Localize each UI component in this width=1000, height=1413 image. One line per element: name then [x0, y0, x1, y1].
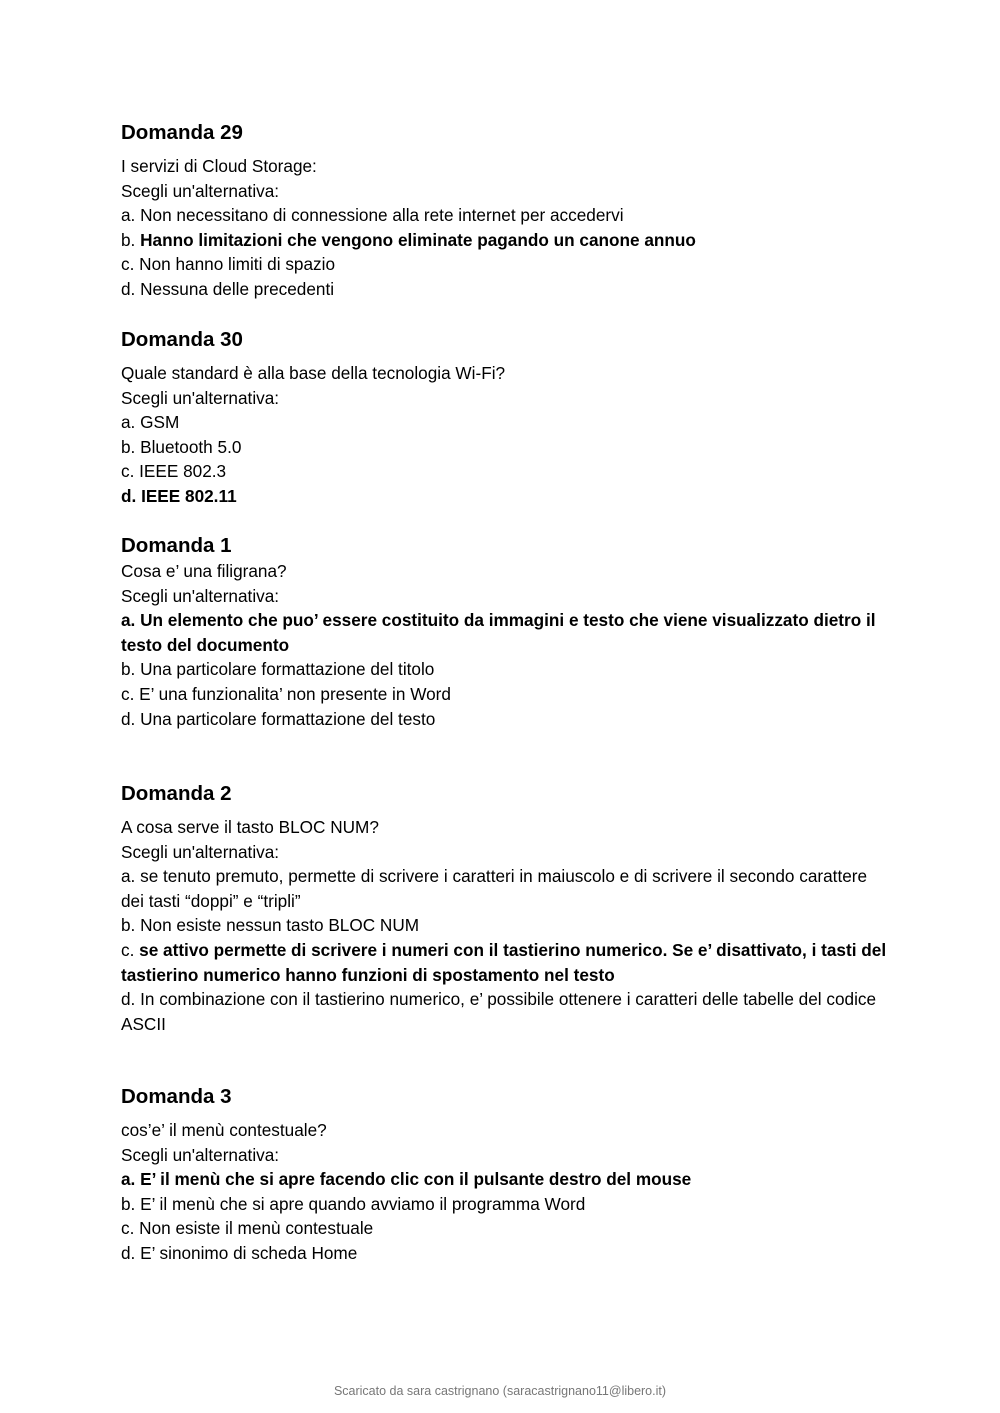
option-a: a. se tenuto premuto, permette di scrivere i caratteri in maiuscolo e di scrivere il secondo carattere dei tasti “doppi” e “tripli” [121, 866, 868, 911]
option-d: d. Una particolare formattazione del testo [121, 708, 436, 729]
question-prompt: Scegli un'alternativa: [121, 180, 280, 201]
option-c: c. IEEE 802.3 [121, 461, 227, 482]
question-text: Quale standard è alla base della tecnologia Wi-Fi? [121, 363, 506, 383]
question-prompt: Scegli un'alternativa: [121, 585, 280, 606]
correct-answer: IEEE 802.11 [141, 485, 237, 506]
question-text: A cosa serve il tasto BLOC NUM? [121, 817, 379, 837]
option-c: c. Non esiste il menù contestuale [121, 1218, 374, 1239]
option-d: d. Nessuna delle precedenti [121, 278, 335, 299]
question-29 [121, 120, 891, 302]
question-3 [121, 1084, 891, 1266]
question-prompt: Scegli un'alternativa: [121, 387, 280, 408]
question-title: Domanda 3 [121, 1085, 232, 1108]
option-d: d. IEEE 802.11 [121, 485, 237, 506]
option-b: b. Una particolare formattazione del titolo [121, 659, 435, 680]
question-2 [121, 781, 891, 1036]
question-30 [121, 327, 891, 509]
correct-answer: se attivo permette di scrivere i numeri con il tastierino numerico. Se e’ disattivato, i tasti del tastierino numerico hanno funzioni di spostamento nel testo [121, 939, 887, 985]
question-text: Cosa e’ una filigrana? [121, 561, 287, 581]
option-c: c. se attivo permette di scrivere i numeri con il tastierino numerico. Se e’ disattivato, i tasti del tastierino numerico hanno funzioni di spostamento nel testo [121, 939, 887, 985]
question-title: Domanda 29 [121, 121, 243, 144]
option-c: c. E’ una funzionalita’ non presente in Word [121, 683, 451, 704]
correct-answer: Un elemento che puo’ essere costituito da immagini e testo che viene visualizzato dietro il testo del documento [121, 610, 876, 655]
option-b: b. E’ il menù che si apre quando avviamo il programma Word [121, 1193, 586, 1214]
correct-answer: Hanno limitazioni che vengono eliminate pagando un canone annuo [140, 229, 696, 250]
question-text: cos’e’ il menù contestuale? [121, 1120, 327, 1140]
question-prompt: Scegli un'alternativa: [121, 841, 280, 862]
option-c: c. Non hanno limiti di spazio [121, 254, 336, 275]
option-b: b. Hanno limitazioni che vengono eliminate pagando un canone annuo [121, 229, 696, 250]
option-b: b. Bluetooth 5.0 [121, 436, 242, 457]
option-d: d. In combinazione con il tastierino numerico, e’ possibile ottenere i caratteri delle tabelle del codice ASCII [121, 989, 877, 1034]
correct-answer: E’ il menù che si apre facendo clic con il pulsante destro del mouse [140, 1169, 692, 1190]
question-1 [121, 533, 891, 731]
question-text: I servizi di Cloud Storage: [121, 156, 317, 176]
question-prompt: Scegli un'alternativa: [121, 1144, 280, 1165]
download-footer: Scaricato da sara castrignano (saracastrignano11@libero.it) [333, 1384, 667, 1398]
option-d: d. E’ sinonimo di scheda Home [121, 1242, 358, 1263]
option-a: a. GSM [121, 412, 180, 433]
option-b: b. Non esiste nessun tasto BLOC NUM [121, 915, 420, 936]
question-title: Domanda 2 [121, 782, 232, 805]
option-a: a. E’ il menù che si apre facendo clic con il pulsante destro del mouse [121, 1169, 692, 1190]
option-a: a. Un elemento che puo’ essere costituito da immagini e testo che viene visualizzato dietro il testo del documento [121, 610, 876, 655]
question-title: Domanda 1 [121, 534, 232, 557]
question-title: Domanda 30 [121, 328, 243, 351]
option-a: a. Non necessitano di connessione alla rete internet per accedervi [121, 205, 624, 226]
